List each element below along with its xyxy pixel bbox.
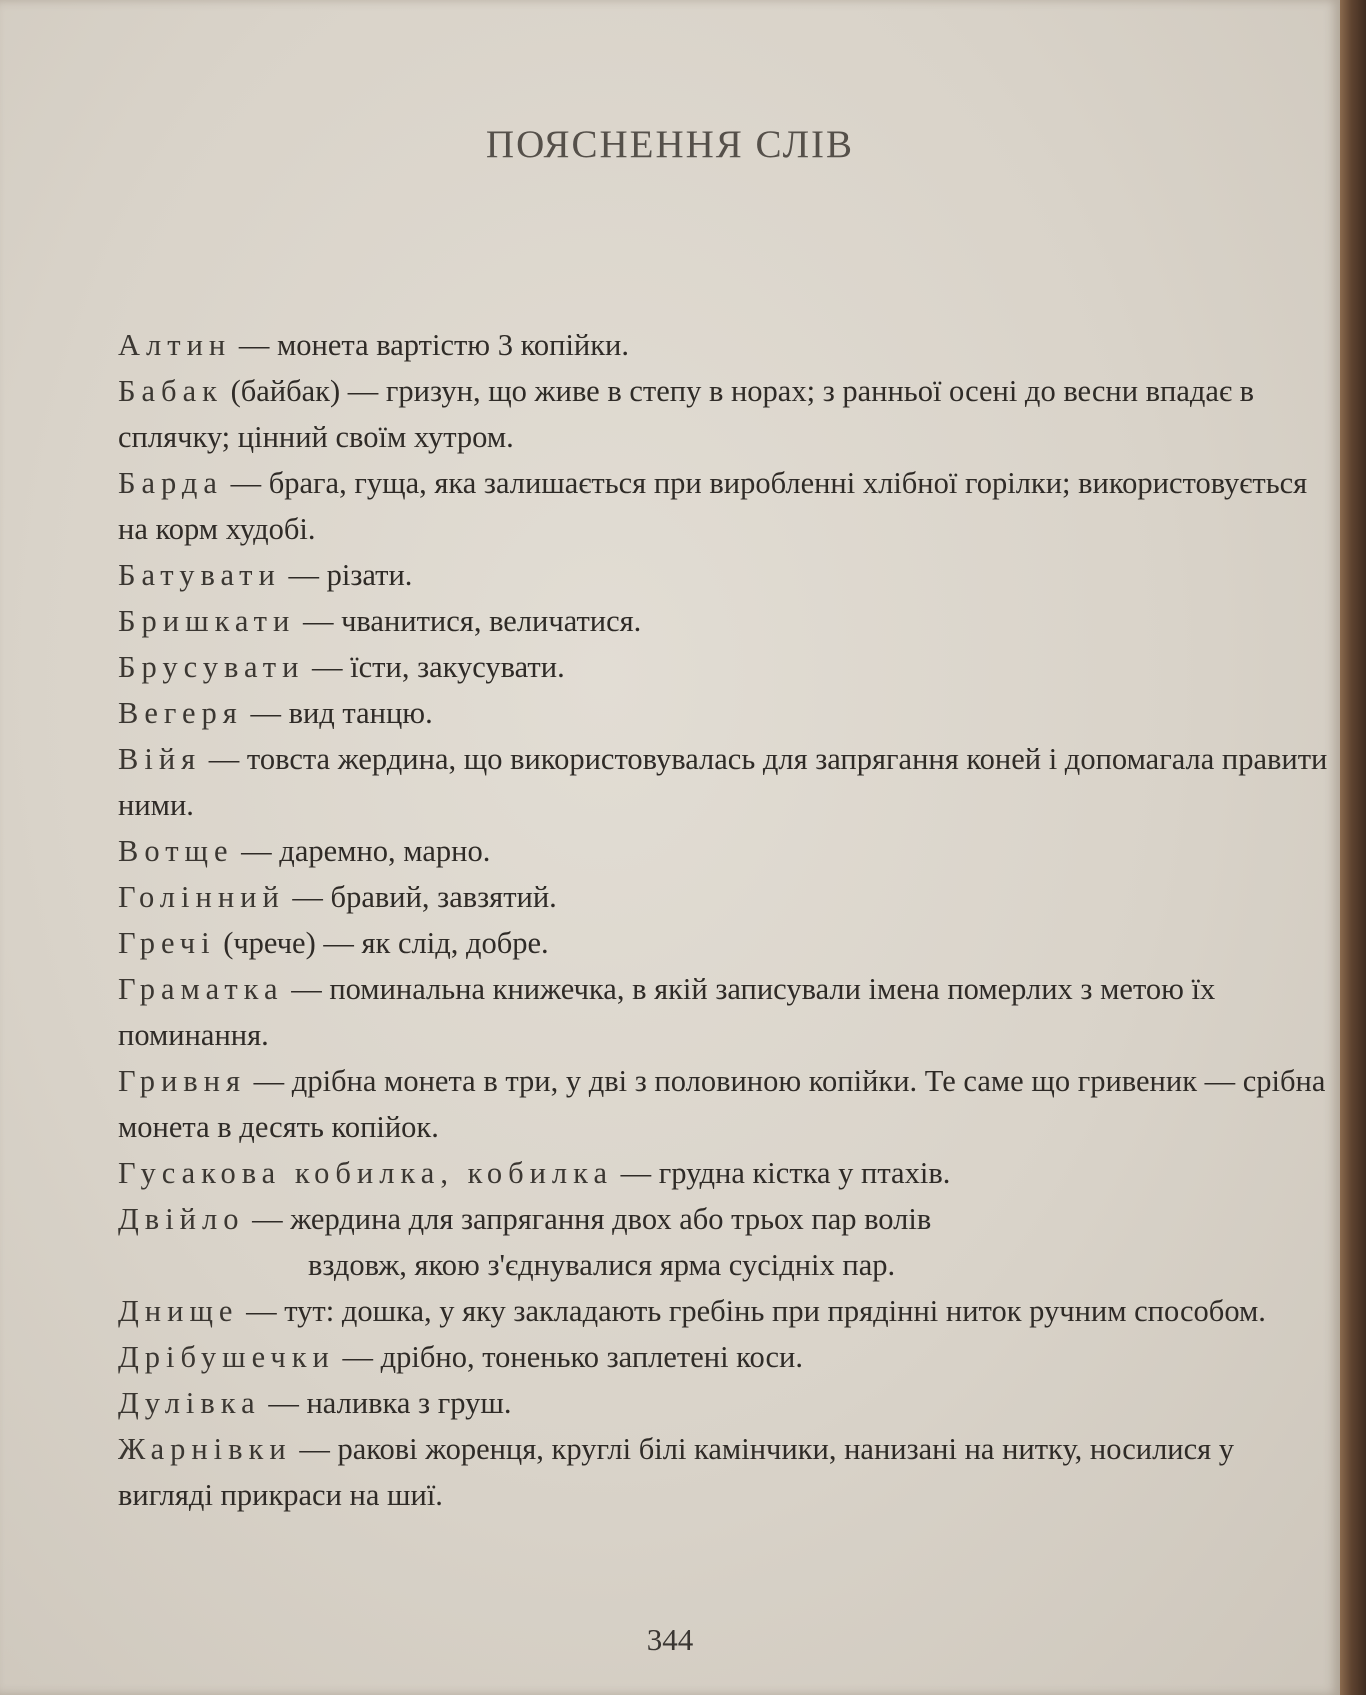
entry-term: Вотще <box>118 834 234 868</box>
entry-definition: товста жердина, що використовувалась для запрягання коней і допомагала правити ними. <box>118 742 1328 822</box>
glossary-entry: Днище — тут: дошка, у яку закладають гребінь при прядінні ниток ручним способом. <box>118 1294 1266 1328</box>
glossary-entry: Двійло — жердина для запрягання двох або трьох пар волів <box>118 1202 932 1236</box>
entry-term: Гусакова кобилка, кобилка <box>118 1156 614 1190</box>
entry-definition: жердина для запрягання двох або трьох пар волів <box>290 1202 932 1236</box>
glossary-entry: Війя — товста жердина, що використовувалась для запрягання коней і допомагала правити ними. <box>118 742 1328 822</box>
book-spine-edge <box>1340 0 1366 1695</box>
glossary-entry: Гусакова кобилка, кобилка — грудна кістка у птахів. <box>118 1156 951 1190</box>
entry-definition: даремно, марно. <box>279 834 491 868</box>
glossary-entries <box>118 322 1328 1518</box>
entry-term: Гречі <box>118 926 216 960</box>
glossary-entry: Вотще — даремно, марно. <box>118 834 491 868</box>
entry-definition: грудна кістка у птахів. <box>658 1156 951 1190</box>
entry-term: Дулівка <box>118 1386 261 1420</box>
entry-term: Брусувати <box>118 650 305 684</box>
glossary-entry: Дулівка — наливка з груш. <box>118 1386 512 1420</box>
entry-definition: (байбак) — гризун, що живе в степу в норах; з ранньої осені до весни впадає в сплячку; цінний своїм хутром. <box>118 374 1255 454</box>
glossary-entry: Гривня — дрібна монета в три, у дві з половиною копійки. Те саме що гривеник — срібна монета в десять копійок. <box>118 1064 1326 1144</box>
glossary-entry: Алтин — монета вартістю 3 копійки. <box>118 328 630 362</box>
page-title: ПОЯСНЕННЯ СЛІВ <box>485 123 855 166</box>
entry-definition: ракові жоренця, круглі білі камінчики, нанизані на нитку, носилися у вигляді прикраси на шиї. <box>118 1432 1235 1512</box>
glossary-entry: Барда — брага, гуща, яка залишається при виробленні хлібної горілки; використовується на корм худобі. <box>118 466 1308 546</box>
entry-definition: дрібна монета в три, у дві з половиною копійки. Те саме що гривеник — срібна монета в десять копійок. <box>118 1064 1326 1144</box>
entry-term: Барда <box>118 466 223 500</box>
entry-definition: (чрече) — як слід, добре. <box>223 926 549 960</box>
entry-term: Жарнівки <box>118 1432 292 1466</box>
entry-term: Війя <box>118 742 202 776</box>
glossary-entry: Вегеря — вид танцю. <box>118 696 433 730</box>
glossary-entry <box>118 368 1328 460</box>
entry-term: Дрібушечки <box>118 1340 335 1374</box>
glossary-entry: Бришкати — чванитися, величатися. <box>118 604 642 638</box>
entry-term: Гривня <box>118 1064 247 1098</box>
entry-term: Бабак <box>118 374 223 408</box>
glossary-entry: Жарнівки — ракові жоренця, круглі білі камінчики, нанизані на нитку, носилися у вигляді прикраси на шиї. <box>118 1432 1235 1512</box>
entry-term: Граматка <box>118 972 284 1006</box>
glossary-entry: Батувати — різати. <box>118 558 413 592</box>
glossary-entry: Граматка — поминальна книжечка, в якій записували імена померлих з метою їх поминання. <box>118 972 1216 1052</box>
entry-term: Бришкати <box>118 604 296 638</box>
entry-definition: брага, гуща, яка залишається при виробленні хлібної горілки; використовується на корм худобі. <box>118 466 1308 546</box>
entry-definition: їсти, закусувати. <box>350 650 565 684</box>
entry-term: Голінний <box>118 880 285 914</box>
glossary-entry: Голінний — бравий, завзятий. <box>118 880 557 914</box>
entry-term: Вегеря <box>118 696 243 730</box>
entry-term: Двійло <box>118 1202 245 1236</box>
glossary-entry-continuation: вздовж, якою з'єднувалися ярма сусідніх пар. <box>308 1248 896 1282</box>
entry-term: Алтин <box>118 328 232 362</box>
glossary-entry: Брусувати — їсти, закусувати. <box>118 650 565 684</box>
entry-definition: монета вартістю 3 копійки. <box>276 328 630 362</box>
entry-term: Днище <box>118 1294 239 1328</box>
entry-term: Батувати <box>118 558 281 592</box>
entry-definition: тут: дошка, у яку закладають гребінь при прядінні ниток ручним способом. <box>284 1294 1266 1328</box>
entry-definition: поминальна книжечка, в якій записували імена померлих з метою їх поминання. <box>118 972 1216 1052</box>
entry-definition: бравий, завзятий. <box>330 880 557 914</box>
entry-definition: чванитися, величатися. <box>341 604 642 638</box>
entry-definition: наливка з груш. <box>306 1386 512 1420</box>
glossary-entry <box>118 920 1328 966</box>
entry-definition: вид танцю. <box>288 696 433 730</box>
glossary-entry: Дрібушечки — дрібно, тоненько заплетені коси. <box>118 1340 803 1374</box>
page-number: 344 <box>646 1622 694 1657</box>
entry-definition: різати. <box>326 558 413 592</box>
entry-definition: дрібно, тоненько заплетені коси. <box>380 1340 803 1374</box>
